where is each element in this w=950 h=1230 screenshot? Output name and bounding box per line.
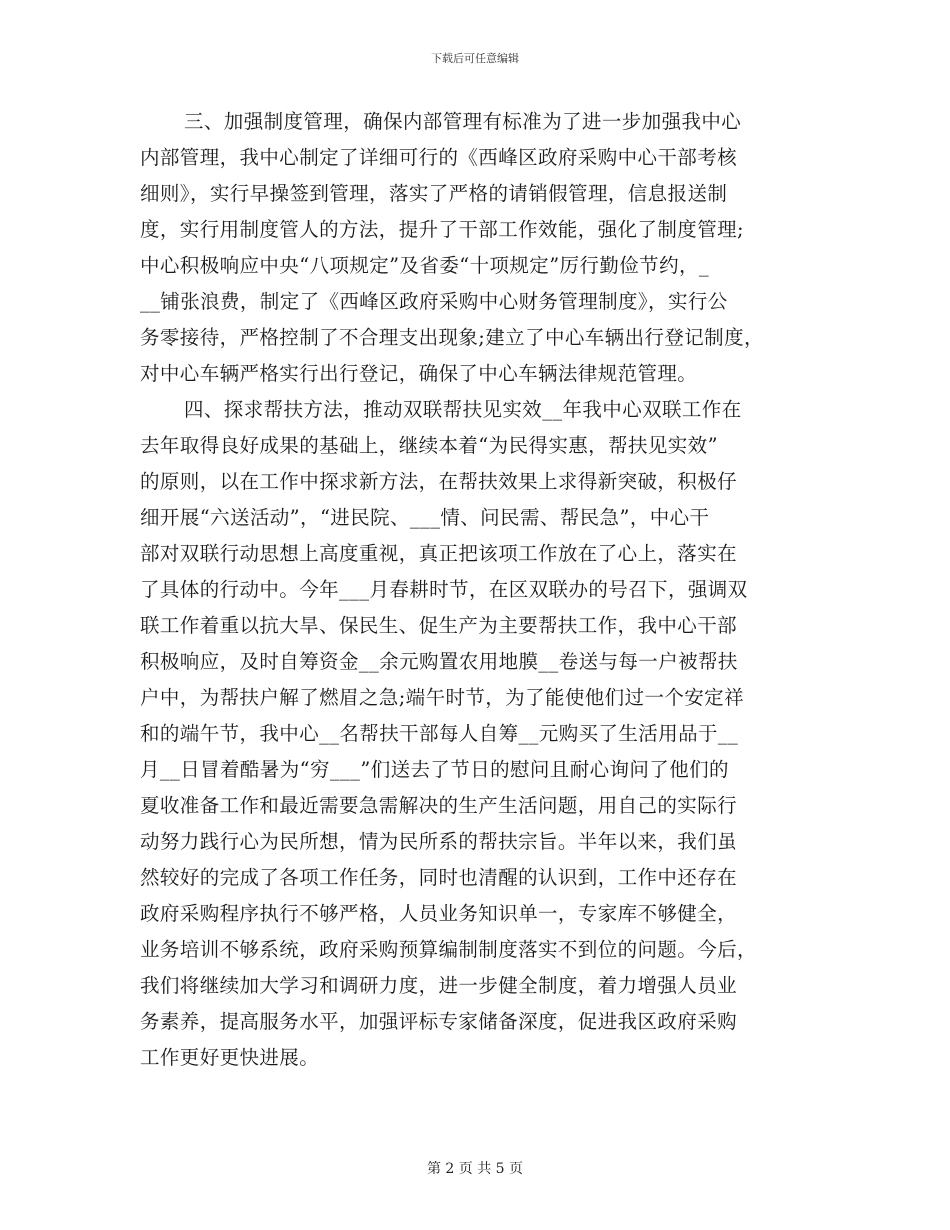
paragraph-4: [140, 392, 820, 1076]
paragraph-line: 部对双联行动思想上高度重视，真正把该项工作放在了心上，落实在: [140, 542, 738, 565]
paragraph-line: 细则》，实行早操签到管理，落实了严格的请销假管理，信息报送制: [140, 182, 728, 205]
paragraph-line: 度，实行用制度管人的方法，提升了干部工作效能，强化了制度管理;: [140, 218, 744, 241]
paragraph-line: 三、加强制度管理，确保内部管理有标准为了进一步加强我中心: [184, 110, 742, 133]
paragraph-line: 户中，为帮扶户解了燃眉之急;端午时节，为了能使他们过一个安定祥: [140, 686, 744, 709]
paragraph-line: 工作更好更快进展。: [140, 1046, 320, 1069]
paragraph-line: 务零接待，严格控制了不合理支出现象;建立了中心车辆出行登记制度，: [140, 326, 764, 349]
paragraph-line: 去年取得良好成果的基础上，继续本着“为民得实惠，帮扶见实效”: [140, 434, 718, 457]
paragraph-line: 政府采购程序执行不够严格，人员业务知识单一，专家库不够健全，: [140, 902, 738, 925]
paragraph-line: 联工作着重以抗大旱、保民生、促生产为主要帮扶工作，我中心干部: [140, 614, 738, 637]
paragraph-line: 对中心车辆严格实行出行登记，确保了中心车辆法律规范管理。: [140, 362, 698, 385]
paragraph-line: 我们将继续加大学习和调研力度，进一步健全制度，着力增强人员业: [140, 974, 738, 997]
paragraph-line: 四、探求帮扶方法，推动双联帮扶见实效__年我中心双联工作在: [184, 398, 742, 421]
paragraph-line: 和的端午节，我中心__名帮扶干部每人自筹__元购买了生活用品于__: [140, 722, 739, 745]
paragraph-line: 的原则，以在工作中探求新方法，在帮扶效果上求得新突破，积极仔: [140, 470, 738, 493]
paragraph-line: __铺张浪费，制定了《西峰区政府采购中心财务管理制度》，实行公: [140, 290, 728, 313]
paragraph-line: 动努力践行心为民所想，情为民所系的帮扶宗旨。半年以来，我们虽: [140, 830, 738, 853]
paragraph-line: 中心积极响应中央“八项规定”及省委“十项规定”厉行勤俭节约，_: [140, 254, 710, 277]
paragraph-line: 月__日冒着酷暑为“穷___”们送去了节日的慰问且耐心询问了他们的: [140, 758, 729, 781]
paragraph-line: 夏收准备工作和最近需要急需解决的生产生活问题，用自己的实际行: [140, 794, 738, 817]
paragraph-line: 然较好的完成了各项工作任务，同时也清醒的认识到，工作中还存在: [140, 866, 738, 889]
paragraph-line: 务素养，提高服务水平，加强评标专家储备深度，促进我区政府采购: [140, 1010, 738, 1033]
paragraph-line: 积极响应，及时自筹资金__余元购置农用地膜__卷送与每一户被帮扶: [140, 650, 738, 673]
paragraph-line: 细开展“六送活动”，“进民院、___情、问民需、帮民急”，中心干: [140, 506, 710, 529]
paragraph-line: 内部管理，我中心制定了详细可行的《西峰区政府采购中心干部考核: [140, 146, 738, 169]
paragraph-line: 了具体的行动中。今年___月春耕时节，在区双联办的号召下，强调双: [140, 578, 748, 601]
paragraph-3: [140, 104, 820, 392]
paragraph-line: 业务培训不够系统，政府采购预算编制制度落实不到位的问题。今后，: [140, 938, 757, 961]
page-number-footer: 第 2 页 共 5 页: [426, 1161, 524, 1177]
page-header: 下载后可任意编辑: [431, 52, 519, 65]
document-body: [140, 104, 820, 1076]
